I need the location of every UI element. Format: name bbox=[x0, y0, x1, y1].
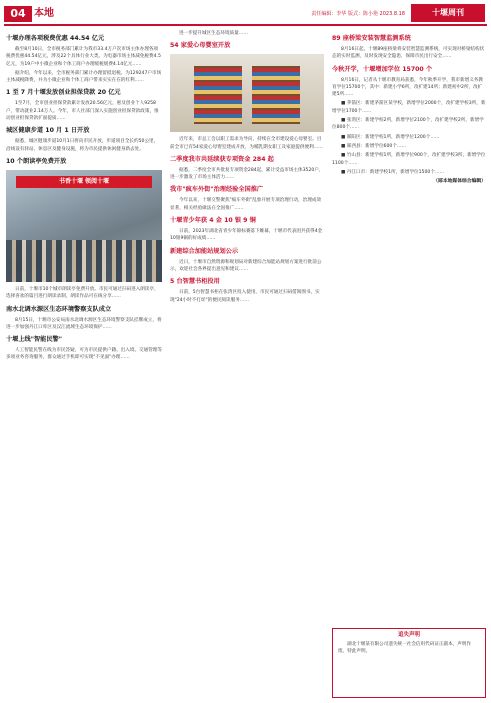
paragraph: 近日，十堰市自然资源和规划局对新建综合加能站规划方案进行批前公示，欢迎社会各界提出意见和建议…… bbox=[170, 259, 322, 272]
paragraph: 日前，2023年湖北省青少年锦标赛落下帷幕，十堰市代表团共获得4金10银9铜的好成绩…… bbox=[170, 229, 323, 242]
crowd-image bbox=[6, 240, 162, 282]
paragraph: ■ 郧西县：新增学位600个…… bbox=[341, 143, 407, 149]
nursing-room-photo bbox=[170, 54, 324, 132]
notice-body: 湖北十堰某有限公司遗失统一社会信用代码证正副本，声明作废。特此声明。 bbox=[338, 642, 472, 655]
paragraph: 据介绍，今年以来，全市税务部门累计办理留抵退税。为129247户市场主体减税降费，并为小微企业和个体工商户带来实实在在的红利…… bbox=[6, 70, 162, 84]
paragraph: 1至7月，全市创业担保贷款累计发放20.56亿元，惠及创业个人9258户，带动就业2.14万人。今年，市人社部门深入实施创业担保贷款政策，推动创业担保贷款扩面提质…… bbox=[6, 101, 159, 122]
header-rule bbox=[4, 24, 487, 26]
paragraph: 截至8月10日，全市税务部门累计为我市33.4万户次市场主体办理各项税费优惠44.54亿元，涉及22个具体行业大类。为电器市场主体减免税费4.5亿元，为19户中小微企业和个体工商户办理缓税缓费4.14亿元…… bbox=[6, 47, 161, 67]
photo-banner: 书香十堰 领阅十堰 bbox=[16, 176, 152, 188]
headline: 今秋开学，十堰增加学位 15700 个 bbox=[332, 65, 433, 73]
paragraph: 近年来，市总工会以职工需求为导向，持续在全市建设爱心母婴室。目前全市已有54家爱心母婴室建成开放，为哺乳期女职工及家庭提供便利…… bbox=[170, 137, 323, 150]
headline: 54 家爱心母婴室开放 bbox=[170, 42, 231, 50]
paragraph: 8月16日，记者从十堰市教育局获悉，今年秋季开学，我市新增义务教育学位15700个，其中：新建小学6所，改扩建14所；新建初中2所，改扩建5所…… bbox=[332, 77, 483, 98]
headline: 我市"疯车外街"治理经验全国推广 bbox=[170, 186, 264, 194]
headline: 1 至 7 月十堰发放创业担保贷款 20 亿元 bbox=[6, 89, 121, 97]
headline: 89 座桥梁安装智慧监测系统 bbox=[332, 35, 411, 42]
headline: 十堰青少年获 4 金 10 银 9 铜 bbox=[170, 217, 256, 225]
paragraph: 8月16日起，十堰89座桥梁将安装智慧监测系统，可实现对桥梁结构状态的实时监测，及时发现安全隐患，保障市民出行安全…… bbox=[332, 47, 485, 60]
page-number: 04 bbox=[4, 6, 32, 22]
page-header bbox=[0, 0, 491, 26]
headline: 十堰上线"智能民警" bbox=[6, 336, 62, 344]
column-3 bbox=[332, 30, 486, 624]
headline: 南水北调水源区生态环境警察支队成立 bbox=[6, 305, 112, 313]
column-1 bbox=[6, 30, 162, 698]
section-title: 本地 bbox=[34, 8, 54, 19]
paragraph: 8月15日，十堰市公安局南水北调水源区生态环境警察支队挂牌成立，将进一步加强丹江口库区及汉江流域生态环境保护…… bbox=[6, 317, 162, 330]
editor-line: 责任编辑：李华 版式：陈小艳 2023.8.18 bbox=[311, 11, 405, 17]
paragraph: ■ 郧阳区：新建学校1所，新增学位1200个…… bbox=[341, 134, 440, 140]
shelf-image bbox=[252, 66, 300, 124]
shelf-image bbox=[194, 66, 242, 124]
headline: 十堰办理各项税费优惠 44.54 亿元 bbox=[6, 35, 105, 42]
headline: 城区健康步道 10 月 1 日开放 bbox=[6, 127, 90, 135]
paragraph: 今年以来，十堰交警聚焦"疯车外街"乱象开展专项治理行动，治理成效显著，相关经验做法在全国推广…… bbox=[170, 198, 322, 211]
paragraph: ■ 茅箭区：新建茅箭区某学校，新增学位2000个，改扩建学校3所，新增学位1700个…… bbox=[332, 101, 486, 114]
paragraph: 日前，5台智慧书柜在张湾区投入使用，市民可通过扫码借阅图书，实现"24小时不打烊"的便民阅读服务…… bbox=[170, 290, 320, 303]
headline: 5 台智慧书柜投用 bbox=[170, 278, 220, 286]
paragraph: ■ 丹江口市：新建学校1所，新增学位1500个…… bbox=[341, 169, 445, 175]
notice-title: 追失声明 bbox=[397, 632, 420, 638]
paragraph: 据悉，城区健康步道10月1日将向市民开放，步道项目全长约50公里，沿线设有驿站、休息区及健身设施，将为市民提供休闲健身新去处。 bbox=[6, 139, 159, 152]
notice-box bbox=[332, 628, 486, 698]
headline: 二季度我市共延续获专项资金 284 起 bbox=[170, 155, 274, 163]
column-2 bbox=[170, 30, 324, 698]
headline: 10 个朗读亭免费开放 bbox=[6, 157, 67, 165]
brand-logo: 十堰周刊 bbox=[411, 4, 485, 22]
paragraph: 人工智能民警在线为市民答疑，可为市民提供户籍、出入境、交通管理等多项业务咨询服务，群众通过手机即可实现"不见面"办理…… bbox=[6, 348, 162, 361]
paragraph: ■ 竹山县：新建学校1所，新增学位900个，改扩建学校3所，新增学位1100个…… bbox=[332, 153, 486, 166]
reading-booth-photo bbox=[6, 170, 162, 282]
paragraph: ■ 张湾区：新建学校2所，新增学位2100个，改扩建学校2所，新增学位800个…… bbox=[332, 118, 484, 131]
paragraph: 据悉，二季度全市共批复专项资金284起，累计受益市场主体3520户，进一步激发了市场主体活力…… bbox=[170, 167, 324, 181]
headline: 新建综合加能站规划公示 bbox=[170, 247, 239, 255]
source-credit: （郧本地媒体综合编辑） bbox=[433, 179, 486, 185]
paragraph: 进一步提升城区生态环境质量…… bbox=[179, 31, 248, 36]
paragraph: 日前，十堰市10个城市朗读亭免费开放。市民可通过扫码进入朗读亭，选择喜欢的篇目进行朗读录制，朗读作品可在线分享…… bbox=[6, 286, 159, 300]
